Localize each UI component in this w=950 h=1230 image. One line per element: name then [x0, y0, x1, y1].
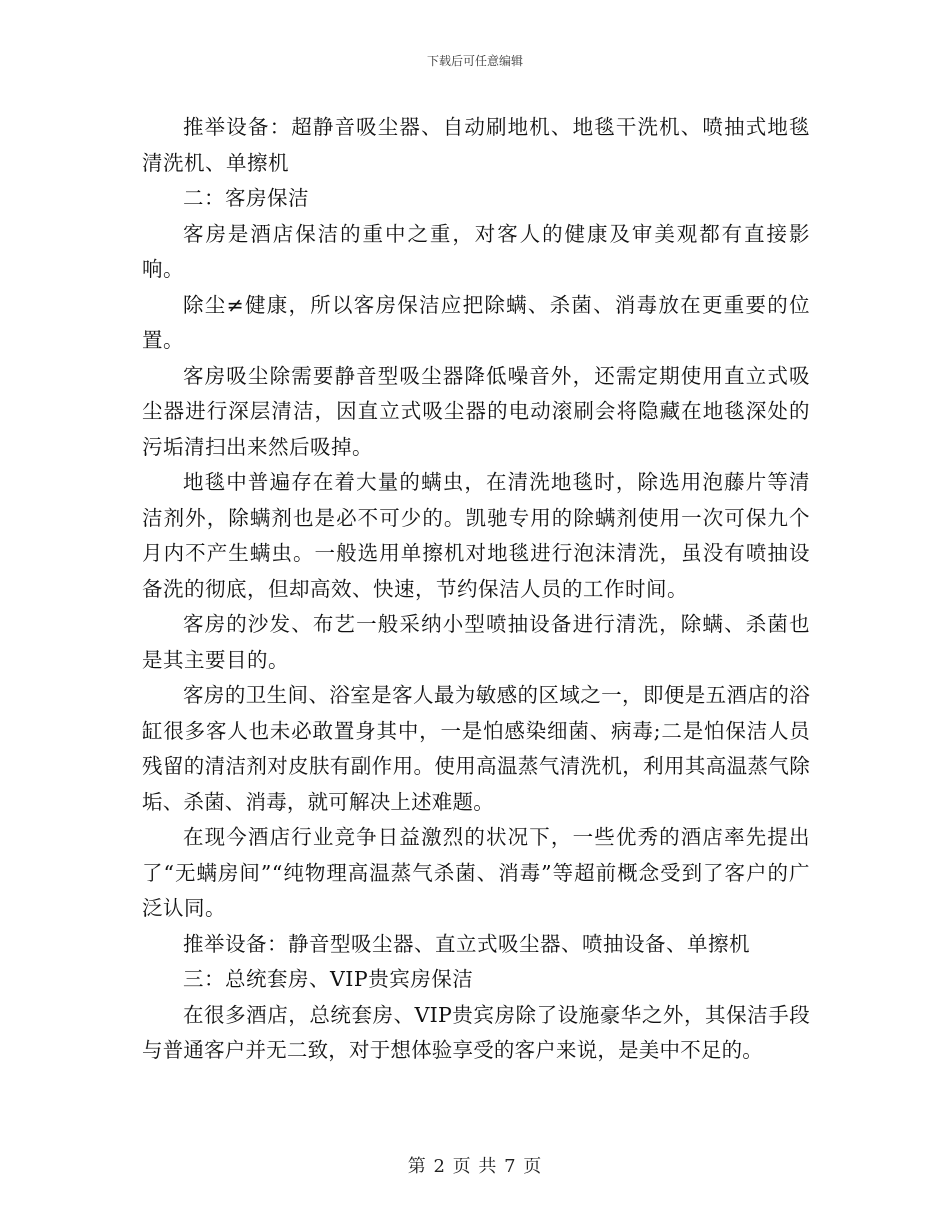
document-body [142, 110, 810, 1069]
paragraph-dust-removal: 除尘≠健康，所以客房保洁应把除螨、杀菌、消毒放在更重要的位置。 [142, 292, 810, 352]
paragraph-industry-competition: 在现今酒店行业竞争日益激烈的状况下，一些优秀的酒店率先提出了“无螨房间”“纯物理高温蒸气杀菌、消毒”等超前概念受到了客户的广泛认同。 [142, 825, 810, 920]
paragraph-presidential-suite: 在很多酒店，总统套房、VIP贵宾房除了设施豪华之外，其保洁手段与普通客户并无二致，对于想体验享受的客户来说，是美中不足的。 [142, 1002, 810, 1062]
paragraph-guest-room-importance: 客房是酒店保洁的重中之重，对客人的健康及审美观都有直接影响。 [142, 221, 810, 281]
paragraph-recommended-equipment-2: 推举设备：静音型吸尘器、直立式吸尘器、喷抽设备、单擦机 [183, 931, 750, 956]
section-heading-presidential-suite: 三：总统套房、VIP贵宾房保洁 [183, 967, 474, 991]
page-number-footer: 第 2 页 共 7 页 [407, 1156, 543, 1177]
paragraph-sofa-fabric: 客房的沙发、布艺一般采纳小型喷抽设备进行清洗，除螨、杀菌也是其主要目的。 [142, 612, 810, 672]
paragraph-carpet-mites: 地毯中普遍存在着大量的螨虫，在清洗地毯时，除选用泡藤片等清洁剂外，除螨剂也是必不可少的。凯驰专用的除螨剂使用一次可保九个月内不产生螨虫。一般选用单擦机对地毯进行泡沫清洗，虽没有喷抽设备洗的彻底，但却高效、快速，节约保洁人员的工作时间。 [142, 470, 810, 601]
paragraph-bathroom: 客房的卫生间、浴室是客人最为敏感的区域之一，即便是五酒店的浴缸很多客人也未必敢置身其中，一是怕感染细菌、病毒;二是怕保洁人员残留的清洁剂对皮肤有副作用。使用高温蒸气清洗机，利用其高温蒸气除垢、杀菌、消毒，就可解决上述难题。 [142, 683, 810, 814]
paragraph-vacuum-cleaning: 客房吸尘除需要静音型吸尘器降低噪音外，还需定期使用直立式吸尘器进行深层清洁，因直立式吸尘器的电动滚刷会将隐藏在地毯深处的污垢清扫出来然后吸掉。 [142, 363, 810, 459]
page-header: 下载后可任意编辑 [426, 54, 523, 68]
paragraph-recommended-equipment-1: 推举设备：超静音吸尘器、自动刷地机、地毯干洗机、喷抽式地毯清洗机、单擦机 [142, 115, 810, 175]
section-heading-guest-room: 二：客房保洁 [183, 186, 309, 210]
